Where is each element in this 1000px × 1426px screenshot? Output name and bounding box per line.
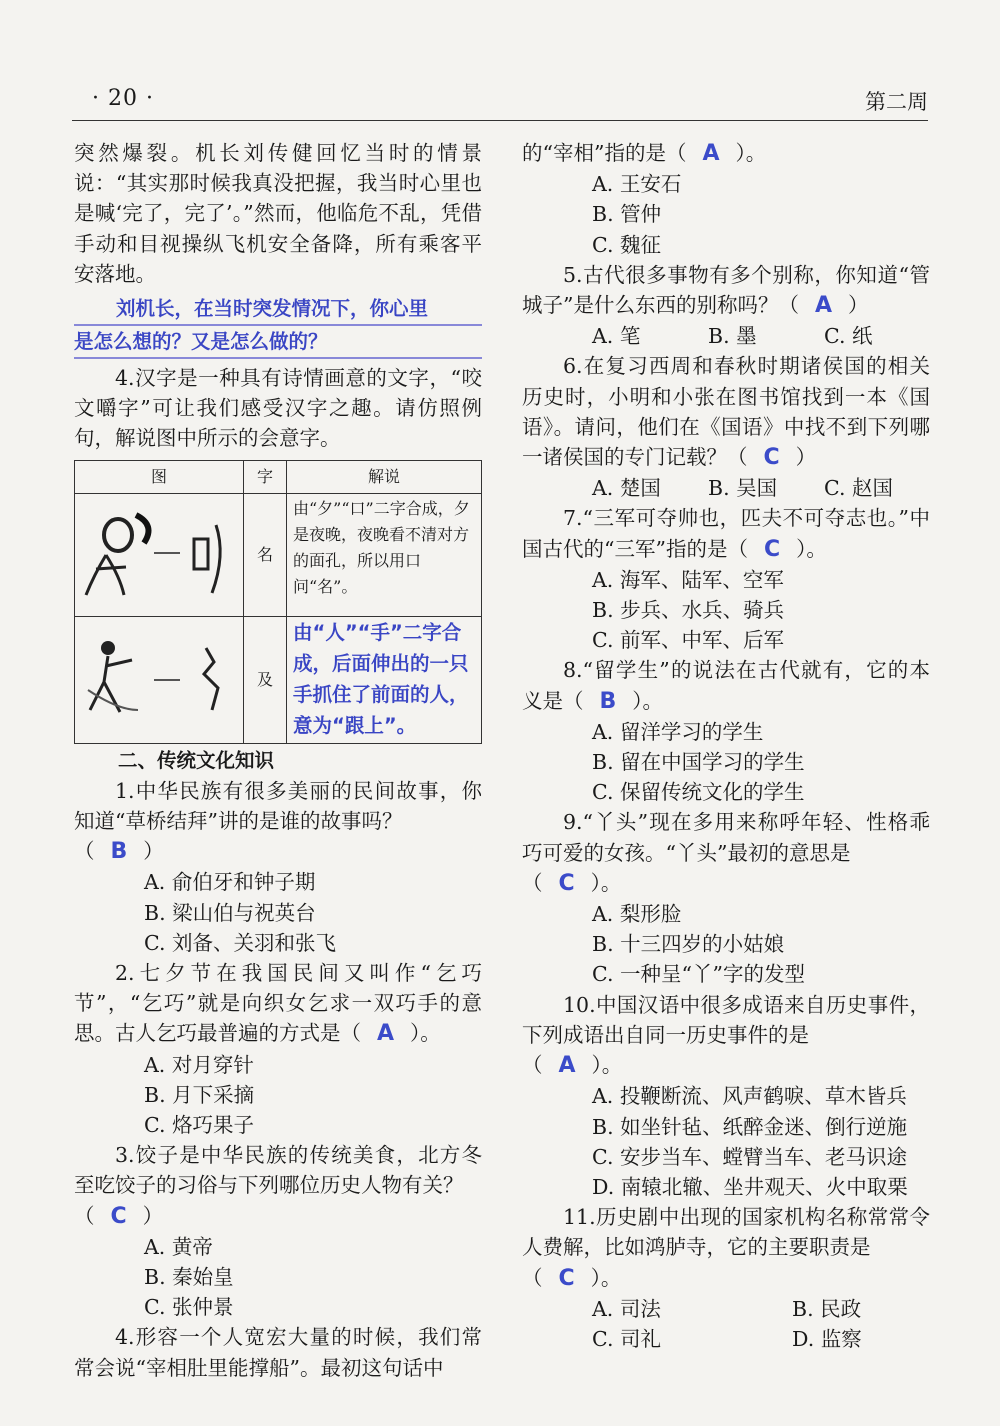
q6-option: C. 赵国 xyxy=(824,476,893,501)
q11-answer-line: （ C ）。 xyxy=(522,1265,622,1291)
q10-option: D. 南辕北辙、坐井观天、火中取栗 xyxy=(592,1174,908,1199)
page-number: · 20 · xyxy=(92,86,154,111)
q8-stem: 8.“留学生”的说法在古代就有，它的本义是（ B ）。 xyxy=(522,658,930,714)
q3-option: C. 张仲景 xyxy=(144,1295,234,1320)
q11-answer: C xyxy=(558,1265,575,1291)
char-ji: 及 xyxy=(244,616,287,743)
q7-answer: C xyxy=(763,536,781,562)
q11-options xyxy=(522,1324,930,1354)
table-header: 字 xyxy=(244,460,287,493)
q1-option: A. 俞伯牙和钟子期 xyxy=(144,870,316,895)
q5-answer: A xyxy=(814,293,833,319)
q4-option: B. 管仲 xyxy=(592,202,662,227)
explain-ji: 由“人”“手”二字合成，后面伸出的一只手抓住了前面的人，意为“跟上”。 xyxy=(287,616,482,743)
q9-answer: C xyxy=(558,870,575,896)
q3-answer-line: （ C ） xyxy=(74,1203,164,1229)
handwritten-answer xyxy=(74,293,482,359)
right-column xyxy=(522,138,930,1354)
q5-options xyxy=(522,321,930,351)
character-table xyxy=(74,460,482,744)
q6-answer: C xyxy=(763,445,780,471)
q1-answer-line: （ B ） xyxy=(74,839,164,865)
q1-stem: 1.中华民族有很多美丽的民间故事，你知道“草桥结拜”讲的是谁的故事吗？ xyxy=(74,778,482,834)
q7-stem: 7.“三军可夺帅也，匹夫不可夺志也。”中国古代的“三军”指的是（ C ）。 xyxy=(522,506,930,562)
q7-option: C. 前军、中军、后军 xyxy=(592,628,784,653)
q11-option: A. 司法 xyxy=(592,1296,661,1321)
story-paragraph: 突然爆裂。机长刘传健回忆当时的情景说：“其实那时候我真没把握，我当时心里也是喊‘完了，完了’。”然而，他临危不乱，凭借手动和目视操纵飞机安全备降，所有乘客平安落地。 xyxy=(74,141,482,286)
q2-option: C. 烙巧果子 xyxy=(144,1113,254,1138)
q10-option: C. 安步当车、螳臂当车、老马识途 xyxy=(592,1144,907,1169)
q4-option: A. 王安石 xyxy=(592,172,682,197)
q11-option: D. 监察 xyxy=(792,1326,862,1351)
q3-answer: C xyxy=(110,1203,127,1229)
q7-option: B. 步兵、水兵、骑兵 xyxy=(592,598,785,623)
q9-option: C. 一种呈“丫”字的发型 xyxy=(592,962,805,987)
table-header: 图 xyxy=(75,460,244,493)
q6-stem: 6.在复习西周和春秋时期诸侯国的相关历史时，小明和小张在图书馆找到一本《国语》。请问，他们在《国语》中找不到下列哪一诸侯国的专门记载？（ C ） xyxy=(522,354,930,471)
q2-option: B. 月下采摘 xyxy=(144,1082,255,1107)
q5-option: C. 纸 xyxy=(824,324,873,349)
q9-option: A. 梨形脸 xyxy=(592,902,682,927)
q8-option: C. 保留传统文化的学生 xyxy=(592,780,805,805)
q9-stem: 9.“丫头”现在多用来称呼年轻、性格乖巧可爱的女孩。“丫头”最初的意思是 xyxy=(522,810,930,865)
q6-options xyxy=(522,473,930,503)
q2-answer: A xyxy=(377,1021,395,1047)
ming-picture-icon xyxy=(76,495,242,607)
q10-answer: A xyxy=(558,1053,576,1079)
q4-option: C. 魏征 xyxy=(592,232,661,257)
q11-option: B. 民政 xyxy=(792,1296,862,1321)
q4-stem: 4.形容一个人宽宏大量的时候，我们常常会说“宰相肚里能撑船”。最初这句话中 xyxy=(74,1325,482,1380)
q7-option: A. 海军、陆军、空军 xyxy=(592,567,784,592)
left-column xyxy=(74,138,482,1383)
q6-option: B. 吴国 xyxy=(708,476,778,501)
char-ming: 名 xyxy=(244,493,287,616)
section-title: 二、传统文化知识 xyxy=(118,748,275,772)
q1-answer: B xyxy=(110,839,128,865)
q4-continued: 的“宰相”指的是（ A ）。 xyxy=(522,141,767,166)
header-rule xyxy=(72,120,928,121)
answer-line: 刘机长，在当时突发情况下，你心里 xyxy=(74,293,482,326)
answer-line: 是怎么想的？又是怎么做的？ xyxy=(74,326,482,359)
q11-options xyxy=(522,1294,930,1324)
q8-answer: B xyxy=(599,688,617,714)
q9-answer-line: （ C ）。 xyxy=(522,870,622,896)
q3-option: B. 秦始皇 xyxy=(144,1265,234,1290)
explain-ming: 由“夕”“口”二字合成，夕是夜晚，夜晚看不清对方的面孔，所以用口问“名”。 xyxy=(287,493,482,616)
q10-option: B. 如坐针毡、纸醉金迷、倒行逆施 xyxy=(592,1114,908,1139)
q3-option: A. 黄帝 xyxy=(144,1234,213,1259)
q2-option: A. 对月穿针 xyxy=(144,1052,254,1077)
question-4-text: 4.汉字是一种具有诗情画意的文字，“咬文嚼字”可让我们感受汉字之趣。请仿照例句，解说图中所示的会意字。 xyxy=(74,366,482,451)
q10-stem: 10.中国汉语中很多成语来自历史事件，下列成语出自同一历史事件的是 xyxy=(522,992,930,1047)
q10-option: A. 投鞭断流、风声鹤唳、草木皆兵 xyxy=(592,1084,907,1109)
table-header: 解说 xyxy=(287,460,482,493)
q9-option: B. 十三四岁的小姑娘 xyxy=(592,932,785,957)
q5-stem: 5.古代很多事物有多个别称，你知道“管城子”是什么东西的别称吗？（ A ） xyxy=(522,262,930,319)
week-label: 第二周 xyxy=(865,90,928,114)
q1-option: C. 刘备、关羽和张飞 xyxy=(144,930,336,955)
q11-option: C. 司礼 xyxy=(592,1326,661,1351)
q4-answer: A xyxy=(702,141,720,166)
q11-stem: 11.历史剧中出现的国家机构名称常常令人费解，比如鸿胪寺，它的主要职责是 xyxy=(522,1205,930,1260)
q8-option: B. 留在中国学习的学生 xyxy=(592,750,805,775)
ji-picture-icon xyxy=(76,620,242,732)
q5-option: A. 笔 xyxy=(592,324,641,349)
q2-stem: 2.七夕节在我国民间又叫作“乞巧节”，“乞巧”就是向织女乞求一双巧手的意思。古人乞巧最普遍的方式是（ A ）。 xyxy=(74,961,482,1047)
q5-option: B. 墨 xyxy=(708,324,757,349)
q6-option: A. 楚国 xyxy=(592,476,661,501)
illustration-ming xyxy=(75,493,244,616)
q8-option: A. 留洋学习的学生 xyxy=(592,719,764,744)
q10-answer-line: （ A ）。 xyxy=(522,1053,623,1079)
illustration-ji xyxy=(75,616,244,743)
q1-option: B. 梁山伯与祝英台 xyxy=(144,900,316,925)
q3-stem: 3.饺子是中华民族的传统美食，北方冬至吃饺子的习俗与下列哪位历史人物有关？ xyxy=(74,1143,482,1198)
